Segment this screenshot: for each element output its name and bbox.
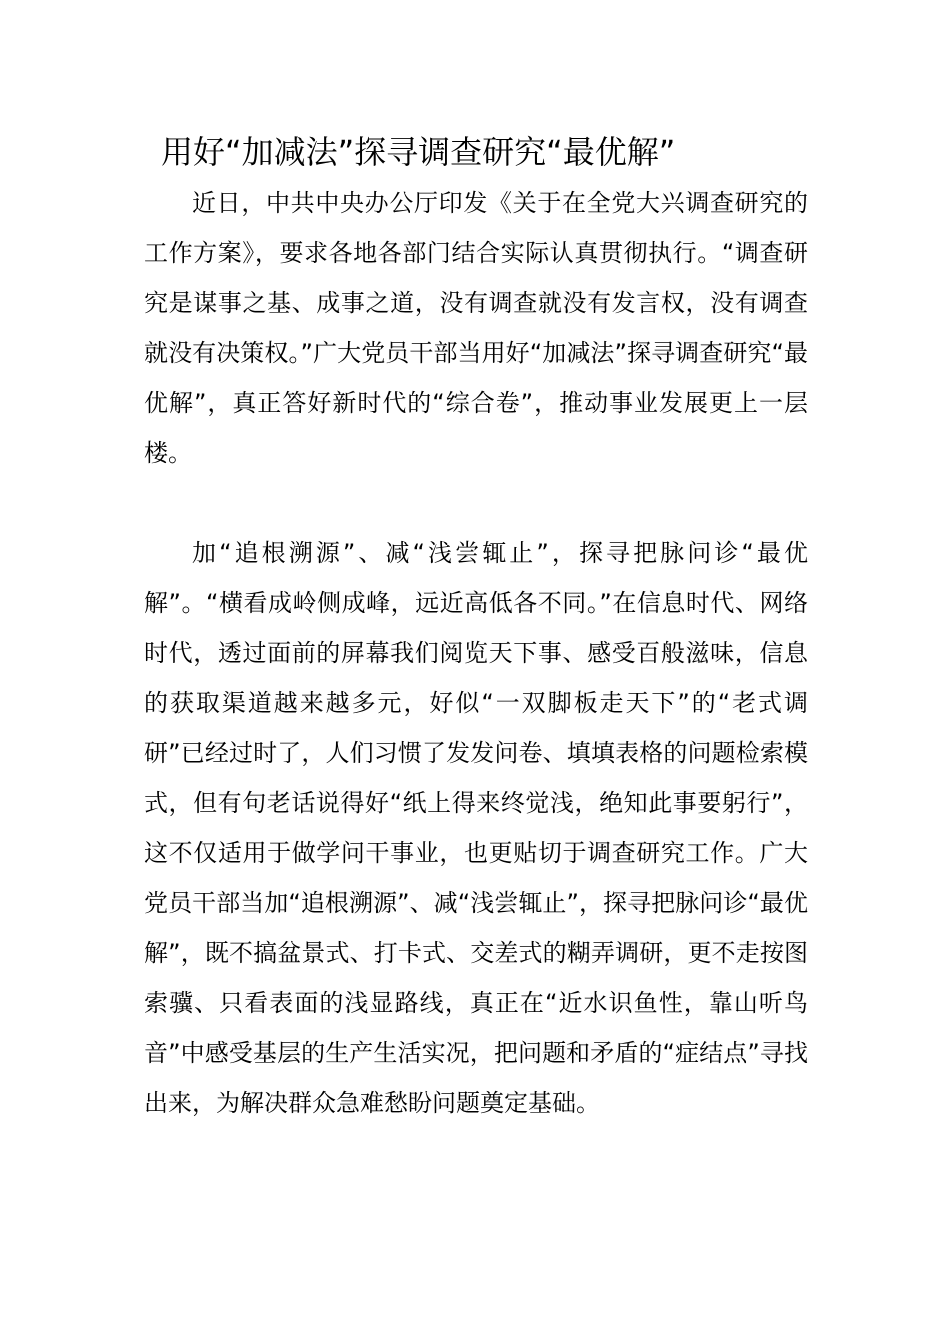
paragraph-intro: 近日，中共中央办公厅印发《关于在全党大兴调查研究的工作方案》，要求各地各部门结合实际认真贯彻执行。“调查研究是谋事之基、成事之道，没有调查就没有发言权，没有调查就没有决策权。”广大党员干部当用好“加减法”探寻调查研究“最优解”，真正答好新时代的“综合卷”，推动事业发展更上一层楼。 xyxy=(144,189,808,467)
document-page xyxy=(144,126,808,1128)
paragraph-gap xyxy=(144,478,808,528)
document-title: 用好“加减法”探寻调查研究“最优解” xyxy=(161,133,676,171)
paragraph-section-one: 加“追根溯源”、减“浅尝辄止”，探寻把脉问诊“最优解”。“横看成岭侧成峰，远近高低各不同。”在信息时代、网络时代，透过面前的屏幕我们阅览天下事、感受百般滋味，信息的获取渠道越来越多元，好似“一双脚板走天下”的“老式调研”已经过时了，人们习惯了发发问卷、填填表格的问题检索模式，但有句老话说得好“纸上得来终觉浅，绝知此事要躬行”，这不仅适用于做学问干事业，也更贴切于调查研究工作。广大党员干部当加“追根溯源”、减“浅尝辄止”，探寻把脉问诊“最优解”，既不搞盆景式、打卡式、交差式的糊弄调研，更不走按图索骥、只看表面的浅显路线，真正在“近水识鱼性，靠山听鸟音”中感受基层的生产生活实况，把问题和矛盾的“症结点”寻找出来，为解决群众急难愁盼问题奠定基础。 xyxy=(144,539,808,1117)
